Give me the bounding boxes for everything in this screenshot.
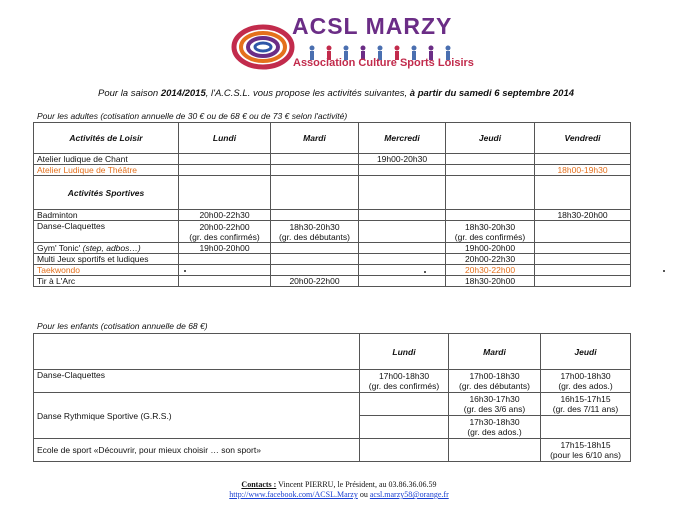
group: (gr. des confirmés)	[454, 231, 526, 242]
time: 20h00-22h00	[199, 221, 250, 232]
time: 17h00-18h30	[378, 371, 430, 381]
kids-table	[33, 333, 631, 462]
cell: 20h00-22h30	[179, 210, 271, 221]
group: (pour les 6/10 ans)	[550, 450, 621, 460]
time: 17h15-18h15	[560, 440, 611, 450]
email-link[interactable]: acsl.marzy58@orange.fr	[369, 490, 449, 499]
contact-label: Contacts :	[241, 480, 277, 489]
cell	[271, 165, 359, 176]
cell	[359, 165, 446, 176]
cell	[271, 221, 359, 243]
group: (gr. des 3/6 ans)	[463, 404, 526, 414]
cell: 18h00-19h30	[535, 165, 631, 176]
contact-text: Vincent PIERRU, le Président, au 03.86.36.06.59	[276, 480, 437, 489]
time: 18h30-20h30	[464, 221, 516, 232]
cell	[179, 154, 271, 165]
cell	[446, 210, 535, 221]
facebook-link[interactable]: http://www.facebook.com/ACSL.Marzy	[229, 490, 358, 499]
cell	[449, 416, 541, 439]
contact-block	[0, 480, 678, 500]
cell	[179, 265, 271, 276]
cell	[271, 265, 359, 276]
cell	[179, 254, 271, 265]
cell	[360, 393, 449, 416]
cell	[271, 243, 359, 254]
time: 16h15-17h15	[560, 394, 611, 404]
cell	[359, 276, 446, 287]
cell	[359, 254, 446, 265]
cell	[360, 416, 449, 439]
header-mercredi: Mercredi	[359, 123, 446, 154]
activity-name: Atelier Ludique de Théâtre	[34, 165, 179, 176]
table-row	[34, 439, 631, 462]
intro-middle: , l'A.C.S.L. vous propose les activités suivantes,	[205, 88, 410, 99]
adults-table	[33, 122, 631, 287]
cell	[535, 154, 631, 165]
group: (gr. des débutants)	[459, 381, 530, 391]
cell	[535, 254, 631, 265]
table-row	[34, 210, 631, 221]
table-row	[34, 165, 631, 176]
activity-name: Taekwondo	[34, 265, 179, 276]
activity-name	[34, 243, 179, 254]
cell	[446, 176, 535, 210]
cell	[541, 370, 631, 393]
cell	[359, 221, 446, 243]
cell	[541, 439, 631, 462]
group: (gr. des ados.)	[558, 381, 613, 391]
logo-title: ACSL MARZY	[292, 13, 453, 39]
cell	[179, 165, 271, 176]
cell	[271, 254, 359, 265]
cell	[271, 210, 359, 221]
stray-dot	[663, 270, 665, 272]
intro-season: 2014/2015	[160, 88, 206, 99]
group: (gr. des débutants)	[279, 231, 350, 242]
cell	[359, 243, 446, 254]
section-activites-sportives: Activités Sportives	[34, 176, 179, 210]
group: (gr. des 7/11 ans)	[552, 404, 619, 414]
cell	[535, 221, 631, 243]
cell	[271, 176, 359, 210]
header-activity	[34, 334, 360, 370]
stray-dot	[424, 271, 426, 273]
header-mardi: Mardi	[449, 334, 541, 370]
table-row	[34, 393, 631, 416]
table-row	[34, 265, 631, 276]
table-row	[34, 276, 631, 287]
activity-name: Danse Rythmique Sportive (G.R.S.)	[34, 393, 360, 439]
adults-caption: Pour les adultes (cotisation annuelle de 30 € ou de 68 € ou de 73 € selon l'activité)	[37, 111, 348, 121]
time: 17h30-18h30	[469, 417, 520, 427]
cell	[449, 439, 541, 462]
contact-or: ou	[357, 490, 370, 499]
cell	[179, 176, 271, 210]
cell	[541, 416, 631, 439]
activity-name: Multi Jeux sportifs et ludiques	[34, 254, 179, 265]
time: 18h30-20h30	[289, 221, 340, 232]
table-row	[34, 154, 631, 165]
activity-name: Badminton	[34, 210, 179, 221]
cell	[449, 370, 541, 393]
cell	[179, 221, 271, 243]
kids-caption: Pour les enfants (cotisation annuelle de 68 €)	[37, 321, 208, 331]
cell	[360, 370, 449, 393]
cell	[446, 221, 535, 243]
header-mardi: Mardi	[271, 123, 359, 154]
cell: 20h30-22h00	[446, 265, 535, 276]
group: (gr. des ados.)	[467, 427, 522, 437]
intro-text	[36, 88, 636, 99]
cell: 20h00-22h30	[446, 254, 535, 265]
cell	[446, 154, 535, 165]
intro-before: Pour la saison	[97, 88, 161, 99]
cell	[446, 165, 535, 176]
header-activites-loisir: Activités de Loisir	[34, 123, 179, 154]
cell: 20h00-22h00	[271, 276, 359, 287]
cell	[535, 176, 631, 210]
table-row	[34, 254, 631, 265]
table-header-row	[34, 334, 631, 370]
table-row	[34, 221, 631, 243]
activity-name: Danse-Claquettes	[34, 370, 360, 393]
time: 16h30-17h30	[469, 394, 520, 404]
header-vendredi: Vendredi	[535, 123, 631, 154]
cell: 19h00-20h00	[446, 243, 535, 254]
gym-name: Gym' Tonic'	[37, 243, 81, 253]
cell	[535, 243, 631, 254]
table-row	[34, 370, 631, 393]
section-row	[34, 176, 631, 210]
cell	[449, 393, 541, 416]
cell	[359, 176, 446, 210]
activity-name: Ecole de sport «Découvrir, pour mieux choisir … son sport»	[34, 439, 360, 462]
table-header-row	[34, 123, 631, 154]
activity-name: Tir à L'Arc	[34, 276, 179, 287]
cell	[535, 276, 631, 287]
table-row	[34, 243, 631, 254]
cell: 19h00-20h00	[179, 243, 271, 254]
logo-subtitle: Association Culture Sports Loisirs	[293, 57, 474, 69]
cell: 18h30-20h00	[446, 276, 535, 287]
cell	[359, 210, 446, 221]
time: 17h00-18h30	[560, 371, 611, 381]
cell	[360, 439, 449, 462]
header-jeudi: Jeudi	[541, 334, 631, 370]
cell	[359, 265, 446, 276]
activity-name: Danse-Claquettes	[34, 221, 179, 243]
gym-extra: (step, adbos…)	[80, 243, 141, 253]
group: (gr. des confirmés)	[189, 231, 260, 242]
cell	[179, 276, 271, 287]
cell	[271, 154, 359, 165]
header-lundi: Lundi	[179, 123, 271, 154]
cell: 18h30-20h00	[535, 210, 631, 221]
group: (gr. des confirmés)	[368, 381, 440, 391]
cell	[541, 393, 631, 416]
header-jeudi: Jeudi	[446, 123, 535, 154]
intro-date: à partir du samedi 6 septembre 2014	[409, 88, 575, 99]
stray-dot	[184, 270, 186, 272]
cell	[535, 265, 631, 276]
header-lundi: Lundi	[360, 334, 449, 370]
time: 17h00-18h30	[469, 371, 520, 381]
cell: 19h00-20h30	[359, 154, 446, 165]
activity-name: Atelier ludique de Chant	[34, 154, 179, 165]
